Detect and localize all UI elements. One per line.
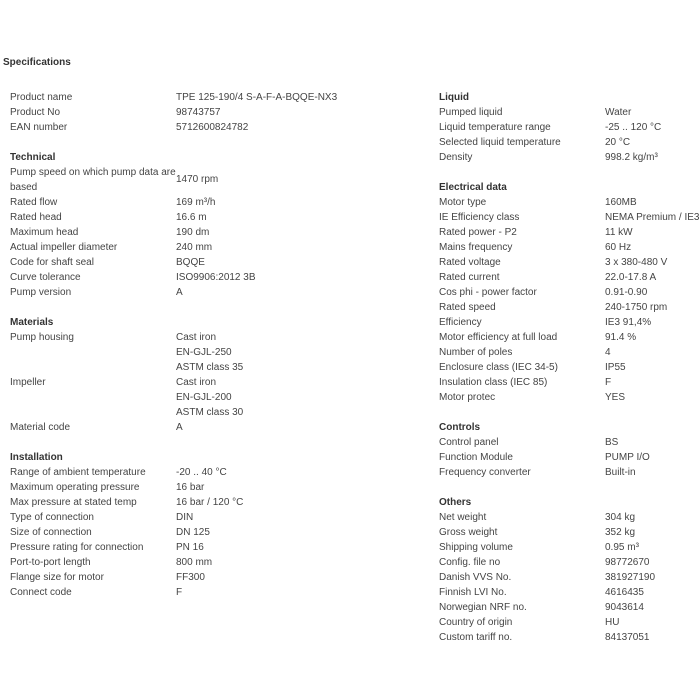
- spec-label: Norwegian NRF no.: [439, 602, 527, 613]
- spec-value-line: Cast iron: [176, 332, 217, 343]
- spec-value: A: [176, 287, 183, 298]
- spec-row: [439, 120, 700, 135]
- spec-value: 169 m³/h: [176, 197, 216, 208]
- spec-row: [439, 360, 700, 375]
- spec-label: Frequency converter: [439, 467, 531, 478]
- spec-value: YES: [605, 392, 626, 403]
- spec-row: [439, 240, 700, 255]
- spec-label: Maximum head: [10, 227, 79, 238]
- spec-label: Max pressure at stated temp: [10, 497, 137, 508]
- spec-label: IE Efficiency class: [439, 212, 520, 223]
- spec-label: Code for shaft seal: [10, 257, 94, 268]
- spec-label: Rated voltage: [439, 257, 501, 268]
- spec-label: Number of poles: [439, 347, 513, 358]
- spec-label: Danish VVS No.: [439, 572, 512, 583]
- spec-row: [10, 270, 420, 285]
- spec-row: [10, 540, 420, 555]
- spec-label: Impeller: [10, 377, 46, 388]
- spec-row: [439, 225, 700, 240]
- spec-label: Gross weight: [439, 527, 498, 538]
- spec-value-line: Cast iron: [176, 377, 217, 388]
- spec-value: 240-1750 rpm: [605, 302, 668, 313]
- spec-label: Selected liquid temperature: [439, 137, 561, 148]
- spec-row: [439, 330, 700, 345]
- spec-value: 4: [605, 347, 611, 358]
- electrical-section: [439, 180, 700, 405]
- spec-row: [10, 570, 420, 585]
- spec-row: [10, 195, 420, 210]
- spec-value: -20 .. 40 °C: [176, 467, 227, 478]
- spec-row: [439, 510, 700, 525]
- spec-row: [10, 225, 420, 240]
- others-section: [439, 495, 700, 645]
- spec-label: Cos phi - power factor: [439, 287, 537, 298]
- spec-value: [176, 375, 243, 420]
- spec-label: Flange size for motor: [10, 572, 104, 583]
- spec-value: -25 .. 120 °C: [605, 122, 662, 133]
- spec-value: 0.95 m³: [605, 542, 639, 553]
- spec-value: ISO9906:2012 3B: [176, 272, 256, 283]
- spec-label: Product name: [10, 92, 73, 103]
- page-title: Specifications: [3, 57, 71, 68]
- spec-value: 800 mm: [176, 557, 213, 568]
- spec-label: Control panel: [439, 437, 499, 448]
- spec-value: NEMA Premium / IE3: [605, 212, 700, 223]
- spec-value: 22.0-17.8 A: [605, 272, 657, 283]
- spec-row: [439, 210, 700, 225]
- spec-label: Range of ambient temperature: [10, 467, 146, 478]
- specs-left-column: [10, 90, 420, 600]
- spec-row: [10, 120, 420, 135]
- spec-row: [10, 255, 420, 270]
- spec-value: [176, 420, 183, 435]
- spec-label: EAN number: [10, 122, 68, 133]
- spec-row: [10, 465, 420, 480]
- spec-value: F: [176, 587, 183, 598]
- section-title-materials: Materials: [10, 317, 54, 328]
- installation-section: [10, 450, 420, 600]
- spec-value: 160MB: [605, 197, 637, 208]
- spec-value: 16 bar: [176, 482, 205, 493]
- spec-row: [439, 315, 700, 330]
- spec-value: 98743757: [176, 107, 221, 118]
- spec-row: [10, 510, 420, 525]
- spec-label: Motor protec: [439, 392, 496, 403]
- spec-value-line: ASTM class 30: [176, 407, 244, 418]
- spec-label: Rated current: [439, 272, 500, 283]
- spec-label: Country of origin: [439, 617, 513, 628]
- spec-value: 4616435: [605, 587, 644, 598]
- spec-row: [10, 585, 420, 600]
- spec-value: IP55: [605, 362, 626, 373]
- spec-label: Rated power - P2: [439, 227, 517, 238]
- spec-label: Rated head: [10, 212, 62, 223]
- liquid-section: [439, 90, 700, 165]
- spec-row: [439, 435, 700, 450]
- spec-label: Actual impeller diameter: [10, 242, 118, 253]
- spec-value: 190 dm: [176, 227, 210, 238]
- spec-label: Pumped liquid: [439, 107, 503, 118]
- spec-row: [439, 195, 700, 210]
- spec-row: [439, 255, 700, 270]
- spec-label: Function Module: [439, 452, 513, 463]
- spec-row: [439, 150, 700, 165]
- spec-label: Config. file no: [439, 557, 501, 568]
- spec-row: [439, 300, 700, 315]
- spec-label: Motor type: [439, 197, 487, 208]
- spec-value: 16 bar / 120 °C: [176, 497, 244, 508]
- spec-row: [10, 495, 420, 510]
- spec-label: Type of connection: [10, 512, 94, 523]
- spec-row: [10, 285, 420, 300]
- spec-label: Pump speed on which pump data are based: [10, 167, 176, 193]
- spec-label: Shipping volume: [439, 542, 513, 553]
- spec-row: [10, 210, 420, 225]
- spec-value: 9043614: [605, 602, 644, 613]
- spec-value: 98772670: [605, 557, 650, 568]
- spec-row: [10, 165, 420, 195]
- spec-value: IE3 91,4%: [605, 317, 652, 328]
- spec-row: [439, 540, 700, 555]
- spec-value: 60 Hz: [605, 242, 632, 253]
- spec-value-line: EN-GJL-200: [176, 392, 232, 403]
- spec-label: Insulation class (IEC 85): [439, 377, 548, 388]
- spec-row: [439, 615, 700, 630]
- spec-label: Pressure rating for connection: [10, 542, 144, 553]
- controls-section: [439, 420, 700, 480]
- spec-value: HU: [605, 617, 620, 628]
- section-title-electrical: Electrical data: [439, 182, 507, 193]
- spec-label: Product No: [10, 107, 61, 118]
- spec-row: [10, 525, 420, 540]
- spec-value: 0.91-0.90: [605, 287, 648, 298]
- spec-row: [439, 630, 700, 645]
- spec-value: Built-in: [605, 467, 636, 478]
- spec-value: 304 kg: [605, 512, 636, 523]
- spec-row: [439, 135, 700, 150]
- spec-row: [439, 570, 700, 585]
- spec-value-line: ASTM class 35: [176, 362, 244, 373]
- spec-label: Rated speed: [439, 302, 496, 313]
- spec-row: [10, 555, 420, 570]
- spec-row: [10, 480, 420, 495]
- spec-row: [439, 465, 700, 480]
- spec-label: Curve tolerance: [10, 272, 81, 283]
- spec-value: 352 kg: [605, 527, 636, 538]
- section-title-technical: Technical: [10, 152, 56, 163]
- spec-label: Pump housing: [10, 332, 74, 343]
- spec-label: Efficiency: [439, 317, 482, 328]
- spec-row: [439, 105, 700, 120]
- section-title-installation: Installation: [10, 452, 63, 463]
- spec-value: 240 mm: [176, 242, 213, 253]
- spec-value: 84137051: [605, 632, 650, 643]
- spec-value: 3 x 380-480 V: [605, 257, 668, 268]
- spec-row: [10, 330, 420, 375]
- spec-value: PUMP I/O: [605, 452, 650, 463]
- spec-value: 91.4 %: [605, 332, 637, 343]
- spec-row: [439, 555, 700, 570]
- spec-value: 11 kW: [605, 227, 633, 238]
- spec-label: Finnish LVI No.: [439, 587, 507, 598]
- spec-label: Material code: [10, 422, 71, 433]
- section-title-controls: Controls: [439, 422, 481, 433]
- spec-value: BS: [605, 437, 619, 448]
- spec-label: Enclosure class (IEC 34-5): [439, 362, 558, 373]
- spec-row: [10, 240, 420, 255]
- spec-row: [439, 375, 700, 390]
- spec-row: [439, 525, 700, 540]
- spec-label: Rated flow: [10, 197, 58, 208]
- spec-row: [439, 285, 700, 300]
- spec-value: FF300: [176, 572, 205, 583]
- spec-label: Maximum operating pressure: [10, 482, 140, 493]
- spec-label: Mains frequency: [439, 242, 513, 253]
- spec-row: [439, 585, 700, 600]
- spec-label: Port-to-port length: [10, 557, 91, 568]
- spec-row: [10, 375, 420, 420]
- spec-row: [439, 345, 700, 360]
- spec-label: Connect code: [10, 587, 72, 598]
- spec-value-line: A: [176, 422, 183, 433]
- spec-row: [439, 450, 700, 465]
- spec-label: Pump version: [10, 287, 72, 298]
- spec-row: [439, 600, 700, 615]
- spec-row: [439, 390, 700, 405]
- section-title-liquid: Liquid: [439, 92, 469, 103]
- section-title-others: Others: [439, 497, 472, 508]
- spec-value: DN 125: [176, 527, 210, 538]
- spec-label: Net weight: [439, 512, 487, 523]
- spec-value: 20 °C: [605, 137, 631, 148]
- specs-right-column: [439, 90, 700, 645]
- spec-value: 1470 rpm: [176, 174, 219, 185]
- spec-value: F: [605, 377, 612, 388]
- spec-value: 16.6 m: [176, 212, 207, 223]
- spec-value: 998.2 kg/m³: [605, 152, 658, 163]
- spec-value: Water: [605, 107, 632, 118]
- materials-section: [10, 315, 420, 435]
- spec-label: Liquid temperature range: [439, 122, 551, 133]
- spec-label: Density: [439, 152, 473, 163]
- spec-value-line: EN-GJL-250: [176, 347, 232, 358]
- spec-label: Motor efficiency at full load: [439, 332, 558, 343]
- spec-value: BQQE: [176, 257, 205, 268]
- spec-value: PN 16: [176, 542, 204, 553]
- spec-label: Size of connection: [10, 527, 92, 538]
- spec-label: Custom tariff no.: [439, 632, 513, 643]
- spec-value: 5712600824782: [176, 122, 249, 133]
- technical-section: [10, 150, 420, 300]
- spec-value: DIN: [176, 512, 194, 523]
- spec-value: [176, 330, 243, 375]
- spec-row: [439, 270, 700, 285]
- spec-row: [10, 420, 420, 435]
- spec-value: 381927190: [605, 572, 656, 583]
- spec-value: TPE 125-190/4 S-A-F-A-BQQE-NX3: [176, 92, 338, 103]
- spec-row: [10, 90, 420, 105]
- spec-row: [10, 105, 420, 120]
- general-section: [10, 90, 420, 135]
